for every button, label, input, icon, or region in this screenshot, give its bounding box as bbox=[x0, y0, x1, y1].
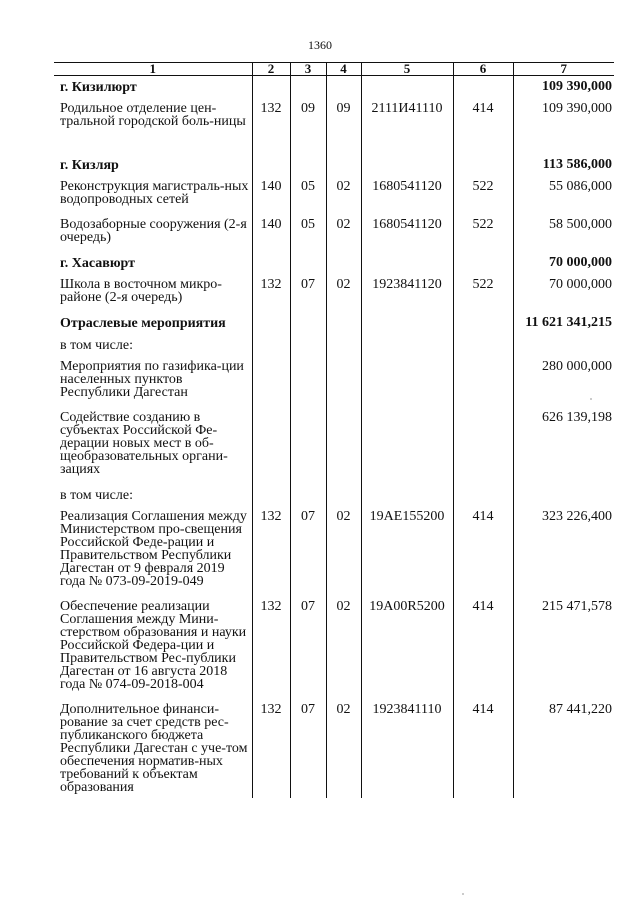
row-amount: 109 390,000 bbox=[513, 98, 614, 154]
table-row bbox=[54, 407, 614, 484]
row-amount: 323 226,400 bbox=[513, 506, 614, 596]
row-col6 bbox=[453, 407, 513, 484]
row-col4 bbox=[326, 407, 361, 484]
row-col2: 132 bbox=[252, 98, 290, 154]
row-col5: 1923841110 bbox=[361, 699, 453, 798]
row-col5: 19A00R5200 bbox=[361, 596, 453, 699]
column-header: 1 bbox=[54, 63, 252, 76]
row-col3: 09 bbox=[290, 98, 326, 154]
row-name: Обеспечение реализации Соглашения между Мини-стерством образования и науки Российской Федера-ции и Правительством Рес-публики Дагестан от 16 августа 2018 года № 074-09-2018-004 bbox=[54, 596, 252, 699]
row-amount: 70 000,000 bbox=[513, 274, 614, 312]
row-col5 bbox=[361, 407, 453, 484]
row-col4: 02 bbox=[326, 699, 361, 798]
row-col3: 07 bbox=[290, 596, 326, 699]
row-name: Родильное отделение цен-тральной городской боль-ницы bbox=[54, 98, 252, 154]
group-amount: 11 621 341,215 bbox=[513, 312, 614, 334]
row-col4: 02 bbox=[326, 214, 361, 252]
row-col5 bbox=[361, 356, 453, 407]
scan-speck bbox=[590, 398, 592, 400]
row-col6: 414 bbox=[453, 699, 513, 798]
row-col3: 07 bbox=[290, 699, 326, 798]
row-col4: 02 bbox=[326, 176, 361, 214]
page-number: 1360 bbox=[308, 38, 332, 52]
group-amount: 109 390,000 bbox=[513, 76, 614, 99]
row-col2: 132 bbox=[252, 506, 290, 596]
row-col5: 1680541120 bbox=[361, 214, 453, 252]
row-col4: 02 bbox=[326, 506, 361, 596]
row-amount: 58 500,000 bbox=[513, 214, 614, 252]
row-col6: 522 bbox=[453, 214, 513, 252]
row-amount: 87 441,220 bbox=[513, 699, 614, 798]
row-col6: 522 bbox=[453, 274, 513, 312]
row-col2 bbox=[252, 407, 290, 484]
row-col6: 522 bbox=[453, 176, 513, 214]
column-header: 7 bbox=[513, 63, 614, 76]
row-col3 bbox=[290, 407, 326, 484]
table-row bbox=[54, 274, 614, 312]
row-col2 bbox=[252, 356, 290, 407]
row-amount: 215 471,578 bbox=[513, 596, 614, 699]
row-col2: 140 bbox=[252, 176, 290, 214]
table-row bbox=[54, 214, 614, 252]
group-row bbox=[54, 312, 614, 334]
row-col2: 132 bbox=[252, 699, 290, 798]
row-col3: 07 bbox=[290, 506, 326, 596]
row-amount: 280 000,000 bbox=[513, 356, 614, 407]
row-name: в том числе: bbox=[54, 334, 252, 356]
row-name: Реализация Соглашения между Министерством про-свещения Российской Феде-рации и Правительством Республики Дагестан от 9 февраля 2019 года № 073-09-2019-049 bbox=[54, 506, 252, 596]
row-col4: 02 bbox=[326, 596, 361, 699]
row-col5: 1923841120 bbox=[361, 274, 453, 312]
group-row bbox=[54, 252, 614, 274]
table-row bbox=[54, 98, 614, 154]
row-col2: 140 bbox=[252, 214, 290, 252]
group-name: г. Хасавюрт bbox=[54, 252, 252, 274]
group-name: Отраслевые мероприятия bbox=[54, 312, 252, 334]
row-amount: 55 086,000 bbox=[513, 176, 614, 214]
row-col6: 414 bbox=[453, 506, 513, 596]
table-row bbox=[54, 506, 614, 596]
table-row bbox=[54, 484, 614, 506]
row-amount: 626 139,198 bbox=[513, 407, 614, 484]
row-name: Школа в восточном микро-районе (2-я очередь) bbox=[54, 274, 252, 312]
column-header: 2 bbox=[252, 63, 290, 76]
row-col3 bbox=[290, 356, 326, 407]
table-row bbox=[54, 334, 614, 356]
row-name: Мероприятия по газифика-ции населенных пунктов Республики Дагестан bbox=[54, 356, 252, 407]
table-row bbox=[54, 356, 614, 407]
table-header-row bbox=[54, 63, 614, 76]
table-row bbox=[54, 596, 614, 699]
row-name: в том числе: bbox=[54, 484, 252, 506]
row-col3: 05 bbox=[290, 176, 326, 214]
table-row bbox=[54, 176, 614, 214]
group-amount: 113 586,000 bbox=[513, 154, 614, 176]
row-col5: 1680541120 bbox=[361, 176, 453, 214]
row-col3: 07 bbox=[290, 274, 326, 312]
row-col3: 05 bbox=[290, 214, 326, 252]
row-col4: 09 bbox=[326, 98, 361, 154]
row-col2: 132 bbox=[252, 274, 290, 312]
scan-speck bbox=[462, 893, 464, 895]
row-col5: 19AE155200 bbox=[361, 506, 453, 596]
row-name: Дополнительное финанси-рование за счет средств рес-публиканского бюджета Республики Дагестан с уче-том обеспечения норматив-ных требований к объектам образования bbox=[54, 699, 252, 798]
column-header: 4 bbox=[326, 63, 361, 76]
group-name: г. Кизилюрт bbox=[54, 76, 252, 99]
column-header: 3 bbox=[290, 63, 326, 76]
group-row bbox=[54, 76, 614, 99]
row-col6: 414 bbox=[453, 596, 513, 699]
column-header: 5 bbox=[361, 63, 453, 76]
table-row bbox=[54, 699, 614, 798]
row-col6: 414 bbox=[453, 98, 513, 154]
row-name: Реконструкция магистраль-ных водопроводных сетей bbox=[54, 176, 252, 214]
row-col4: 02 bbox=[326, 274, 361, 312]
row-name: Водозаборные сооружения (2-я очередь) bbox=[54, 214, 252, 252]
group-amount: 70 000,000 bbox=[513, 252, 614, 274]
row-col5: 2111И41110 bbox=[361, 98, 453, 154]
budget-table bbox=[54, 62, 614, 798]
group-row bbox=[54, 154, 614, 176]
group-name: г. Кизляр bbox=[54, 154, 252, 176]
row-name: Содействие созданию в субъектах Российской Фе-дерации новых мест в об-щеобразовательных органи-зациях bbox=[54, 407, 252, 484]
row-col4 bbox=[326, 356, 361, 407]
row-col6 bbox=[453, 356, 513, 407]
row-col2: 132 bbox=[252, 596, 290, 699]
column-header: 6 bbox=[453, 63, 513, 76]
